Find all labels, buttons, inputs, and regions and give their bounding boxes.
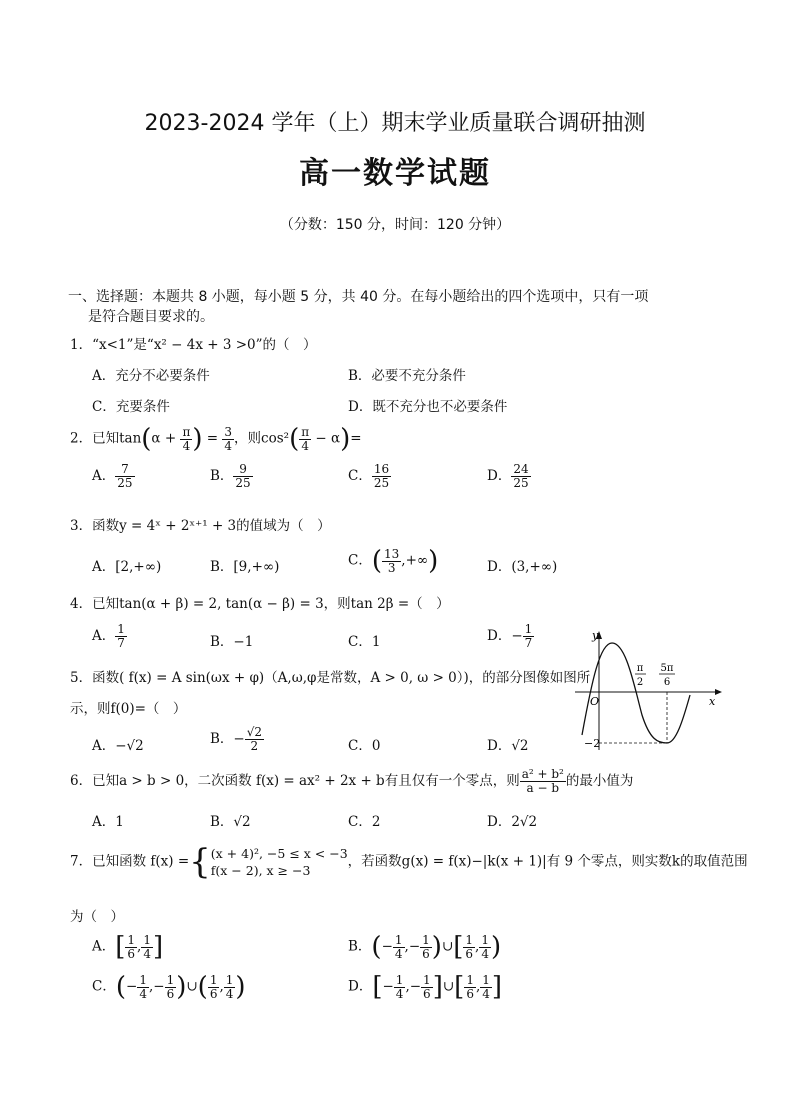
q4-option-b: B．−1 — [210, 634, 254, 650]
section-heading-cont: 是符合题目要求的。 — [88, 309, 214, 325]
exam-title: 2023-2024 学年（上）期末学业质量联合调研抽测 — [144, 111, 646, 136]
question-2: 2．已知tan(α + $\frac{\pi}{4}$ ) = $\frac{3}{4}$ ，则cos²( $\frac{\pi}{4}$ − α)= — [70, 424, 362, 454]
q4-option-a: A． $\frac{1}{7}$ — [92, 622, 125, 650]
q6-option-c: C．2 — [348, 814, 381, 830]
q3-option-b: B．[9,+∞) — [210, 559, 280, 575]
question-7-cont: 为（ ） — [70, 909, 124, 925]
question-1 — [70, 333, 317, 353]
question-text: 函数y = 4ˣ + 2ˣ⁺¹ + 3的值域为（ ） — [92, 518, 331, 534]
piecewise-cases: (x + 4)², −5 ≤ x < −3 f(x − 2), x ≥ −3 — [210, 846, 348, 878]
sine-graph — [570, 625, 730, 755]
question-4 — [70, 592, 450, 612]
exam-subject: 高一数学试题 — [299, 156, 491, 191]
q3-option-c: C．( $\frac{13}{3}$ ,+∞) — [348, 546, 439, 576]
question-number: 3． — [70, 518, 93, 534]
sine-curve — [582, 643, 690, 743]
q2-option-b: B． $\frac{9}{25}$ — [210, 462, 251, 490]
q7-option-a: A．[ $\frac{1}{6}$ , $\frac{1}{4}$ ] — [92, 932, 164, 962]
fraction: $\frac{3}{4}$ — [224, 424, 233, 453]
min-label: −2 — [584, 737, 601, 750]
question-number: 7． — [70, 853, 93, 870]
y-label: y — [592, 629, 599, 642]
q2-option-a: A． $\frac{7}{25}$ — [92, 462, 133, 490]
tick-pi-2-num: π — [636, 663, 644, 674]
q3-option-d: D．(3,+∞) — [487, 559, 558, 575]
question-number: 6． — [70, 773, 93, 789]
exam-info: （分数：150 分，时间：120 分钟） — [279, 217, 511, 233]
question-text: 已知tan(α + β) = 2, tan(α − β) = 3，则tan 2β =（ ） — [92, 596, 450, 612]
tick-5pi-6-num: 5π — [660, 663, 674, 674]
q1-option-c: C．充要条件 — [92, 399, 170, 415]
tick-5pi-6-den: 6 — [663, 677, 671, 688]
q2-option-c: C． $\frac{16}{25}$ — [348, 462, 390, 490]
question-number: 5． — [70, 670, 93, 686]
tick-pi-2-den: 2 — [636, 677, 644, 688]
question-3 — [70, 514, 331, 534]
question-number: 1． — [70, 337, 93, 353]
q7-option-b: B．(− $\frac{1}{4}$ ,− $\frac{1}{6}$ )∪[ $\frac{1}{6}$ , $\frac{1}{4}$ ) — [348, 932, 502, 962]
x-label: x — [709, 695, 716, 708]
q6-option-a: A．1 — [92, 814, 124, 830]
q1-option-b: B．必要不充分条件 — [348, 368, 466, 384]
q1-option-d: D．既不充分也不必要条件 — [348, 399, 508, 415]
question-6: 6．已知a > b > 0，二次函数 f(x) = ax² + 2x + b有且仅有一个零点，则 $\frac{\text{a² + b²}}{a - b}$ 的最小值为 — [70, 767, 634, 795]
section-heading: 一、选择题：本题共 8 小题，每小题 5 分，共 40 分。在每小题给出的四个选项中，只有一项 — [68, 289, 649, 305]
question-number: 4． — [70, 596, 93, 612]
question-number: 2． — [70, 430, 93, 447]
q5-option-c: C．0 — [348, 738, 381, 754]
q5-option-b: B．− $\frac{√2}{2}$ — [210, 725, 263, 753]
q7-option-d: D．[− $\frac{1}{4}$ ,− $\frac{1}{6}$ ]∪[ $\frac{1}{6}$ , $\frac{1}{4}$ ] — [348, 972, 503, 1002]
question-text: “x<1”是“x² − 4x + 3 >0”的（ ） — [92, 337, 317, 353]
question-text: 函数( f(x) = A sin(ωx + φ)（A,ω,φ是常数，A > 0, ω > 0）)，的部分图像如图所 — [92, 670, 591, 686]
question-7: 7．已知函数 f(x) ={ (x + 4)², −5 ≤ x < −3 f(x − 2), x ≥ −3 ，若函数g(x) = f(x)−|k(x + 1)|有 9 个零点，则实数k的取值范围 — [70, 842, 748, 882]
q5-option-d: D．√2 — [487, 738, 529, 754]
q4-option-d: D．− $\frac{1}{7}$ — [487, 622, 533, 650]
question-5 — [70, 666, 590, 686]
fraction: $\frac{\text{a² + b²}}{a - b}$ — [521, 767, 564, 795]
q6-option-b: B．√2 — [210, 814, 251, 830]
q1-option-a: A．充分不必要条件 — [92, 368, 210, 384]
q7-option-c: C．(− $\frac{1}{4}$ ,− $\frac{1}{6}$ )∪( $\frac{1}{6}$ , $\frac{1}{4}$ ) — [92, 972, 246, 1002]
q3-option-a: A．[2,+∞) — [92, 559, 162, 575]
fraction: $\frac{\pi}{4}$ — [182, 424, 191, 453]
q4-option-c: C．1 — [348, 634, 381, 650]
fraction: $\frac{\pi}{4}$ — [301, 424, 310, 453]
q5-option-a: A．−√2 — [92, 738, 144, 754]
q2-option-d: D． $\frac{24}{25}$ — [487, 462, 529, 490]
x-axis-arrow — [715, 689, 722, 695]
origin-label: O — [590, 695, 600, 708]
q6-option-d: D．2√2 — [487, 814, 538, 830]
question-5-cont: 示，则f(0)=（ ） — [70, 701, 187, 717]
